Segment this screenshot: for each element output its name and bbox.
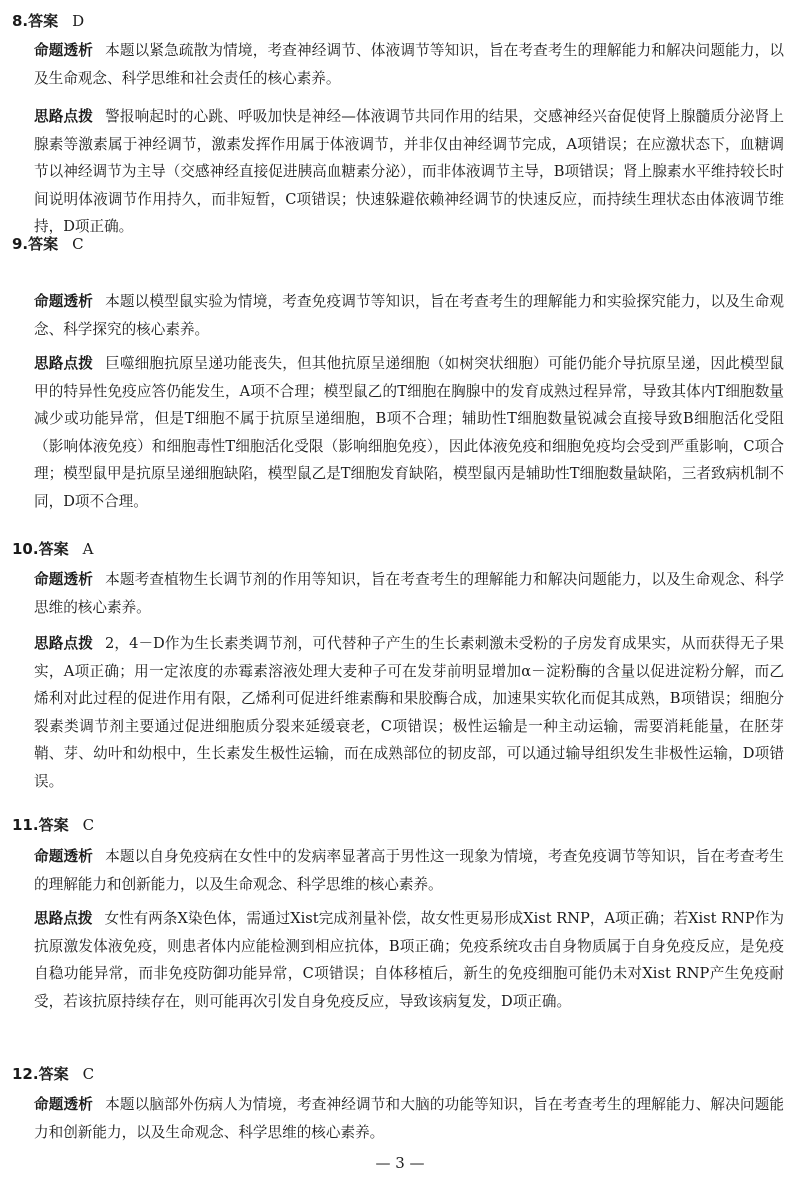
- section-label: 思路点拨: [34, 355, 94, 372]
- section-label: 命题透析: [34, 1096, 94, 1113]
- section-text: 本题以脑部外伤病人为情境，考查神经调节和大脑的功能等知识，旨在考查考生的理解能力、解决问题能力和创新能力，以及生命观念、科学思维的核心素养。: [34, 1096, 784, 1141]
- answer-label: 答案: [28, 235, 59, 253]
- section-label: 思路点拨: [34, 635, 93, 652]
- section-label: 思路点拨: [34, 108, 94, 125]
- question-8-solution: [34, 103, 784, 241]
- section-text: 本题以紧急疏散为情境，考查神经调节、体液调节等知识，旨在考查考生的理解能力和解决问题能力，以及生命观念、科学思维和社会责任的核心素养。: [34, 42, 784, 87]
- section-text: 本题以自身免疫病在女性中的发病率显著高于男性这一现象为情境，考查免疫调节等知识，旨在考查考生的理解能力和创新能力，以及生命观念、科学思维的核心素养。: [34, 848, 784, 893]
- answer-value: C: [82, 1065, 95, 1083]
- page-number: — 3 —: [375, 1154, 425, 1172]
- question-12-analysis: [34, 1091, 784, 1146]
- answer-value: D: [72, 12, 85, 30]
- section-text: 巨噬细胞抗原呈递功能丧失，但其他抗原呈递细胞（如树突状细胞）可能仍能介导抗原呈递，因此模型鼠甲的特异性免疫应答仍能发生，A项不合理；模型鼠乙的T细胞在胸腺中的发育成熟过程异常，导致其体内T细胞数量减少或功能异常，但是T细胞不属于抗原呈递细胞，B项不合理；辅助性T细胞数量锐减会直接导致B细胞活化受阻（影响体液免疫）和细胞毒性T细胞活化受限（影响细胞免疫），因此体液免疫和细胞免疫均会受到严重影响，C项合理；模型鼠甲是抗原呈递细胞缺陷，模型鼠乙是T细胞发育缺陷，模型鼠丙是辅助性T细胞数量缺陷，三者致病机制不同，D项不合理。: [34, 355, 784, 510]
- question-number: 8.: [12, 12, 29, 30]
- section-label: 思路点拨: [34, 910, 93, 927]
- section-text: 本题以模型鼠实验为情境，考查免疫调节等知识，旨在考查考生的理解能力和实验探究能力，以及生命观念、科学探究的核心素养。: [34, 293, 784, 338]
- section-label: 命题透析: [34, 293, 94, 310]
- question-9-header: [12, 233, 84, 255]
- answer-value: A: [82, 540, 94, 558]
- question-12-header: [12, 1063, 94, 1085]
- answer-value: C: [82, 816, 95, 834]
- question-number: 12.: [12, 1065, 39, 1083]
- question-number: 9.: [12, 235, 29, 253]
- question-8-analysis: [34, 37, 784, 92]
- question-number: 10.: [12, 540, 39, 558]
- section-text: 警报响起时的心跳、呼吸加快是神经—体液调节共同作用的结果，交感神经兴奋促使肾上腺髓质分泌肾上腺素等激素属于神经调节，激素发挥作用属于体液调节，并非仅由神经调节完成，A项错误；在应激状态下，血糖调节以神经调节为主导（交感神经直接促进胰高血糖素分泌），而非体液调节主导，B项错误；肾上腺素水平维持较长时间说明体液调节作用持久，而非短暂，C项错误；快速躲避依赖神经调节的快速反应，而持续生理状态由体液调节维持，D项正确。: [34, 108, 784, 236]
- question-11-header: [12, 814, 94, 836]
- section-label: 命题透析: [34, 42, 94, 59]
- section-text: 本题考查植物生长调节剂的作用等知识，旨在考查考生的理解能力和解决问题能力，以及生命观念、科学思维的核心素养。: [34, 571, 784, 616]
- question-10-solution: [34, 630, 784, 796]
- section-label: 命题透析: [34, 848, 94, 865]
- answer-value: C: [72, 235, 84, 253]
- question-10-header: [12, 538, 93, 560]
- answer-label: 答案: [28, 12, 59, 30]
- question-9-analysis: [34, 288, 784, 343]
- section-label: 命题透析: [34, 571, 94, 588]
- question-8-header: [12, 10, 84, 32]
- answer-label: 答案: [38, 816, 69, 834]
- section-text: 女性有两条X染色体，需通过Xist完成剂量补偿，故女性更易形成Xist RNP，A项正确；若Xist RNP作为抗原激发体液免疫，则患者体内应能检测到相应抗体，B项正确；免疫系统攻击自身物质属于自身免疫反应，是免疫自稳功能异常，而非免疫防御功能异常，C项错误；自体移植后，新生的免疫细胞可能仍未对Xist RNP产生免疫耐受，若该抗原持续存在，则可能再次引发自身免疫反应，导致该病复发，D项正确。: [34, 910, 784, 1010]
- question-11-solution: [34, 905, 784, 1015]
- question-11-analysis: [34, 843, 784, 898]
- answer-label: 答案: [38, 1065, 69, 1083]
- question-10-analysis: [34, 566, 784, 621]
- answer-label: 答案: [38, 540, 69, 558]
- section-text: 2，4－D作为生长素类调节剂，可代替种子产生的生长素刺激未受粉的子房发育成果实，从而获得无子果实，A项正确；用一定浓度的赤霉素溶液处理大麦种子可在发芽前明显增加α－淀粉酶的含量以促进淀粉分解，而乙烯利对此过程的促进作用有限，乙烯利可促进纤维素酶和果胶酶合成，加速果实软化而促其成熟，B项错误；细胞分裂素类调节剂主要通过促进细胞质分裂来延缓衰老，C项错误；极性运输是一种主动运输，需要消耗能量，在胚芽鞘、芽、幼叶和幼根中，生长素发生极性运输，而在成熟部位的韧皮部，可以通过输导组织发生非极性运输，D项错误。: [34, 635, 784, 790]
- question-number: 11.: [12, 816, 39, 834]
- question-9-solution: [34, 350, 784, 516]
